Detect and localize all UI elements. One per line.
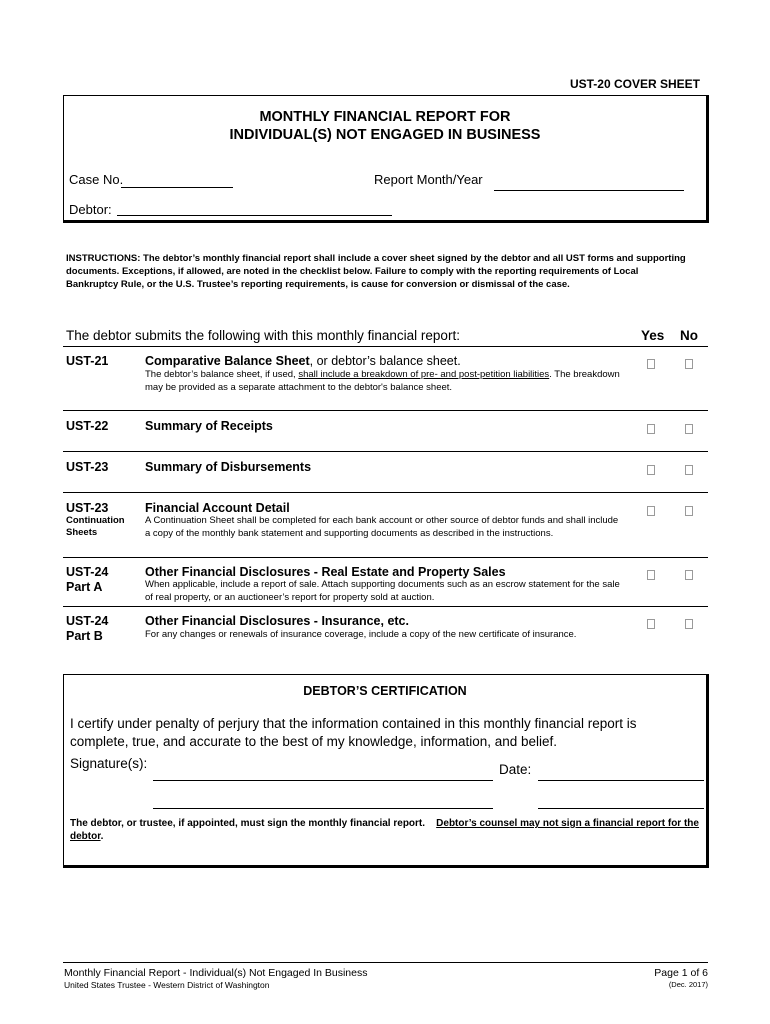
ust23-cont-yes-checkbox[interactable] <box>647 506 655 516</box>
debtor-field[interactable] <box>117 201 392 216</box>
certification-title: DEBTOR’S CERTIFICATION <box>303 684 467 698</box>
ust24b-no-checkbox[interactable] <box>685 619 693 629</box>
footer-form-title: Monthly Financial Report - Individual(s) Not Engaged In Business <box>64 967 368 979</box>
row-divider <box>63 557 708 558</box>
item-subcode-line1: Continuation <box>66 515 125 526</box>
ust23-no-checkbox[interactable] <box>685 465 693 475</box>
item-title-rest: , or debtor’s balance sheet. <box>309 354 461 368</box>
certification-text: I certify under penalty of perjury that the information contained in this monthly financial report is complete, true, and accurate to the best of my knowledge, information, and belief. <box>70 716 637 749</box>
item-title: Summary of Disbursements <box>145 460 312 474</box>
yes-column-header: Yes <box>641 328 665 343</box>
case-no-label: Case No. <box>69 172 124 187</box>
instructions-text: INSTRUCTIONS: The debtor’s monthly financial report shall include a cover sheet signed by the debtor and all UST forms and supporting documents. Exceptions, if allowed, are noted in the checklist below. Failure to comply with the reporting requirements of Local Bankruptcy Rule, or the U.S. Trustee’s reporting requirements, is cause for conversion or dismissal of the case. <box>66 253 686 290</box>
report-title-line2: INDIVIDUAL(S) NOT ENGAGED IN BUSINESS <box>229 127 541 143</box>
certification-note <box>70 817 700 843</box>
no-column-header: No <box>680 328 698 343</box>
row-divider <box>63 606 708 607</box>
item-code: UST-23 <box>66 460 109 474</box>
note-part2: Debtor’s counsel may not sign a financial report for the debtor <box>70 818 699 842</box>
item-title: Summary of Receipts <box>145 419 273 433</box>
row-divider <box>63 492 708 493</box>
ust21-no-checkbox[interactable] <box>685 359 693 369</box>
footer-revision: (Dec. 2017) <box>668 980 708 989</box>
item-code: UST-22 <box>66 419 109 433</box>
ust22-no-checkbox[interactable] <box>685 424 693 434</box>
item-description: When applicable, include a report of sale. Attach supporting documents such as an escrow statement for the sale of real property, or an auctioneer’s report for property sold at auction. <box>145 579 620 603</box>
case-no-field[interactable] <box>121 173 233 188</box>
ust24a-yes-checkbox[interactable] <box>647 570 655 580</box>
checklist-divider <box>63 346 708 347</box>
date-field-1[interactable] <box>538 766 704 781</box>
date-label: Date: <box>499 762 532 777</box>
item-title-bold: Comparative Balance Sheet <box>145 354 310 368</box>
item-code: UST-21 <box>66 354 109 368</box>
footer-office: United States Trustee - Western District of Washington <box>64 980 270 990</box>
footer-divider <box>63 962 708 963</box>
report-title-line1: MONTHLY FINANCIAL REPORT FOR <box>259 109 511 125</box>
ust23-yes-checkbox[interactable] <box>647 465 655 475</box>
footer-page-number: Page 1 of 6 <box>654 967 708 979</box>
ust23-cont-no-checkbox[interactable] <box>685 506 693 516</box>
item-description: For any changes or renewals of insurance coverage, include a copy of the new certificate of insurance. <box>145 629 577 640</box>
ust24a-no-checkbox[interactable] <box>685 570 693 580</box>
date-field-2[interactable] <box>538 794 704 809</box>
signature-label: Signature(s): <box>70 756 148 771</box>
item-desc-post: . The breakdown may be provided as a separate attachment to the debtor's balance sheet. <box>145 369 620 393</box>
ust22-yes-checkbox[interactable] <box>647 424 655 434</box>
item-title: Other Financial Disclosures - Real Estate and Property Sales <box>145 565 506 579</box>
item-description: A Continuation Sheet shall be completed for each bank account or other source of debtor funds and shall include a copy of the monthly bank statement and supporting documents as described in the instructions. <box>145 515 619 539</box>
signature-field-1[interactable] <box>153 766 493 781</box>
item-title: Financial Account Detail <box>145 501 290 515</box>
certification-box <box>63 674 709 868</box>
signature-field-2[interactable] <box>153 794 493 809</box>
item-code-part: Part B <box>66 629 103 643</box>
item-code-part: Part A <box>66 580 103 594</box>
item-title <box>145 354 461 368</box>
item-code: UST-24 <box>66 565 109 579</box>
row-divider <box>63 451 708 452</box>
report-header-box <box>63 95 709 223</box>
debtor-label: Debtor: <box>69 202 112 217</box>
report-month-label: Report Month/Year <box>374 172 483 187</box>
cover-sheet-label: UST-20 COVER SHEET <box>569 77 700 91</box>
item-desc-underlined: shall include a breakdown of pre- and post-petition liabilities <box>298 369 550 380</box>
ust21-yes-checkbox[interactable] <box>647 359 655 369</box>
item-subcode-line2: Sheets <box>66 527 98 538</box>
report-month-field[interactable] <box>494 176 684 191</box>
note-end: . <box>100 831 104 842</box>
item-desc-pre: The debtor’s balance sheet, if used, <box>145 369 299 380</box>
item-description <box>145 369 625 394</box>
item-code: UST-24 <box>66 614 109 628</box>
item-code: UST-23 <box>66 501 109 515</box>
ust24b-yes-checkbox[interactable] <box>647 619 655 629</box>
row-divider <box>63 410 708 411</box>
checklist-intro: The debtor submits the following with this monthly financial report: <box>66 328 460 343</box>
note-part1: The debtor, or trustee, if appointed, must sign the monthly financial report. <box>70 818 426 829</box>
item-title: Other Financial Disclosures - Insurance, etc. <box>145 614 409 628</box>
